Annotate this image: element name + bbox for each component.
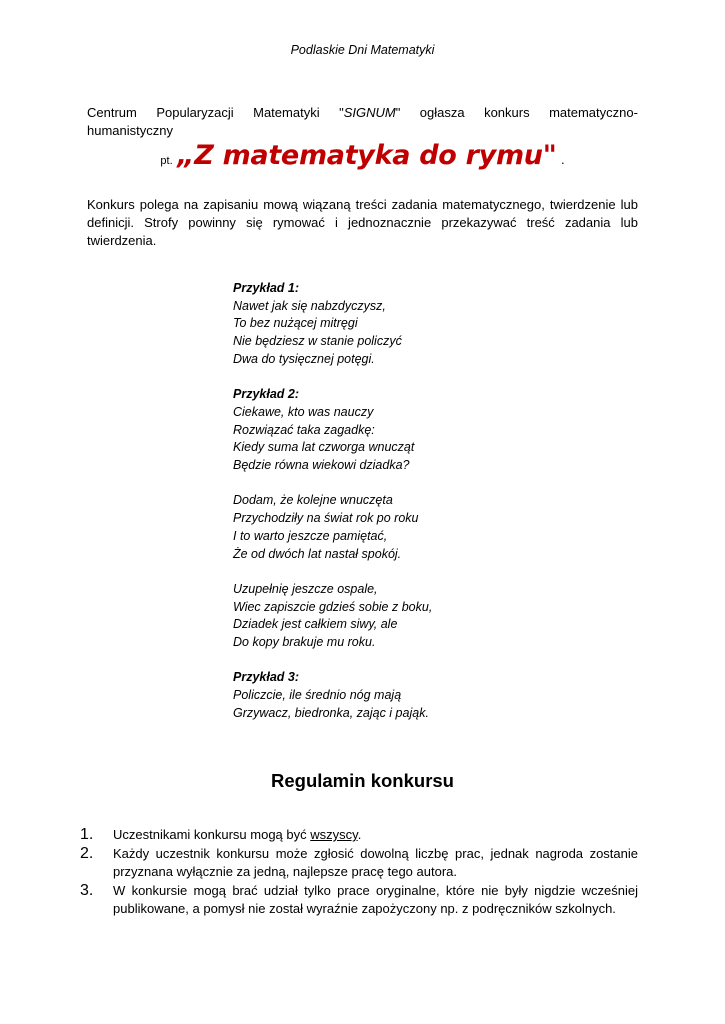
poem-line: Przychodziły na świat rok po roku <box>233 511 419 526</box>
poem-line: To bez nużącej mitręgi <box>233 316 358 331</box>
poem-line: Dodam, że kolejne wnuczęta <box>233 493 393 508</box>
example-stanza <box>233 669 613 722</box>
poem-line: Że od dwóch lat nastał spokój. <box>233 546 402 561</box>
intro-word: konkurs <box>484 105 530 120</box>
contest-title-line <box>0 140 725 171</box>
signum-name: SIGNUM <box>343 105 396 120</box>
poem-line: Policzcie, ile średnio nóg mają <box>233 688 402 703</box>
intro-word: Popularyzacji <box>156 105 234 120</box>
example-stanza <box>233 386 613 475</box>
contest-title: „Z matematyka do rymu" <box>177 140 557 171</box>
poem-line: Uzupełnię jeszcze ospale, <box>233 581 378 596</box>
underlined-word: wszyscy <box>310 827 358 842</box>
title-suffix: . <box>560 152 565 167</box>
rule-number: 1. <box>80 826 94 843</box>
poem-line: Grzywacz, biedronka, zając i pająk. <box>233 705 429 720</box>
intro-word: matematyczno- <box>549 105 638 120</box>
rule-number: 2. <box>80 845 94 862</box>
example-stanza <box>233 280 613 369</box>
intro-word: Matematyki <box>253 105 320 120</box>
example-label: Przykład 2: <box>233 387 300 402</box>
poem-line: Wiec zapiszcie gdzieś sobie z boku, <box>233 599 433 614</box>
example-stanza <box>233 492 613 563</box>
example-stanza <box>233 581 613 652</box>
rule-item <box>80 826 638 844</box>
rule-number: 3. <box>80 882 94 899</box>
poem-line: Do kopy brakuje mu roku. <box>233 635 376 650</box>
rule-text: W konkursie mogą brać udział tylko prace oryginalne, które nie były nigdzie wcześniej publikowane, a pomysł nie został wyraźnie zapożyczony np. z podręczników szkolnych. <box>113 883 638 916</box>
poem-line: Dziadek jest całkiem siwy, ale <box>233 617 398 632</box>
rule-item <box>80 845 638 881</box>
rule-item <box>80 882 638 918</box>
intro-word: Centrum <box>87 105 137 120</box>
poem-line: Ciekawe, kto was nauczy <box>233 404 374 419</box>
poem-line: Kiedy suma lat czworga wnucząt <box>233 440 415 455</box>
intro-word: ogłasza <box>419 105 465 120</box>
page-header: Podlaskie Dni Matematyki <box>290 43 435 57</box>
contest-description: Konkurs polega na zapisaniu mową wiązaną treści zadania matematycznego, twierdzenie lub definicji. Strofy powinny się rymować i jednoznacznie przekazywać treść zadania lub twierdzenia. <box>87 197 638 248</box>
poem-line: I to warto jeszcze pamiętać, <box>233 528 388 543</box>
regulations-list <box>80 826 638 919</box>
poem-line: Dwa do tysięcznej potęgi. <box>233 351 375 366</box>
intro-signum: "SIGNUM" <box>339 105 401 120</box>
example-label: Przykład 3: <box>233 670 300 685</box>
intro-paragraph <box>87 104 638 140</box>
example-label: Przykład 1: <box>233 281 300 295</box>
poem-line: Rozwiązać taka zagadkę: <box>233 422 375 437</box>
examples-block <box>233 280 613 740</box>
poem-line: Nie będziesz w stanie policzyć <box>233 334 402 349</box>
poem-line: Nawet jak się nabzdyczysz, <box>233 298 386 313</box>
intro-line-2: humanistyczny <box>87 123 173 138</box>
rule-text: Każdy uczestnik konkursu może zgłosić dowolną liczbę prac, jednak nagroda zostanie przyznana wyłącznie za jedną, najlepsze pracę tego autora. <box>113 846 638 879</box>
rule-text: Uczestnikami konkursu mogą być wszyscy. <box>113 827 362 842</box>
intro-line-1 <box>87 104 638 122</box>
poem-line: Będzie równa wiekowi dziadka? <box>233 458 410 473</box>
regulations-heading: Regulamin konkursu <box>271 770 454 791</box>
title-prefix: pt. <box>160 155 173 167</box>
